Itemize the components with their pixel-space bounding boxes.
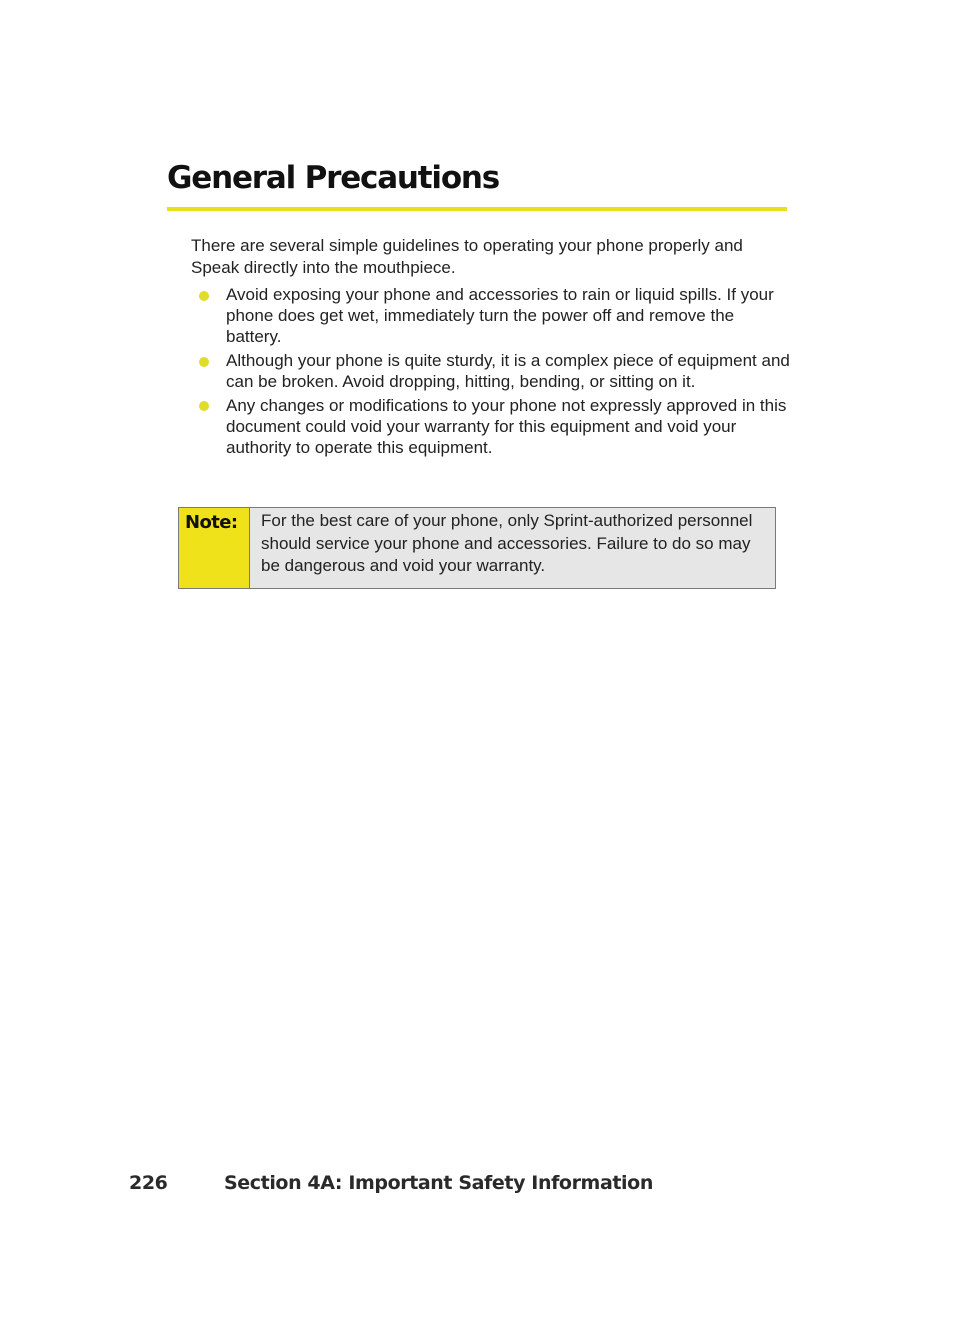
section-title: Section 4A: Important Safety Information [224, 1172, 653, 1194]
precautions-list [191, 284, 791, 461]
note-text: For the best care of your phone, only Sprint-authorized personnel should service your phone and accessories. Failure to do so may be dangerous and void your warranty. [261, 511, 753, 575]
page-footer [129, 1170, 653, 1196]
bullet-icon [199, 401, 209, 411]
bullet-icon [199, 357, 209, 367]
list-item [191, 395, 791, 459]
list-item [191, 284, 791, 348]
note-label: Note: [185, 512, 238, 533]
intro-paragraph: There are several simple guidelines to operating your phone properly and Speak directly into the mouthpiece. [191, 236, 743, 277]
page-number: 226 [129, 1172, 168, 1194]
list-item-text: Any changes or modifications to your phone not expressly approved in this document could void your warranty for this equipment and void your authority to operate this equipment. [226, 395, 787, 458]
title-underline [167, 207, 787, 211]
list-item-text: Although your phone is quite sturdy, it is a complex piece of equipment and can be broken. Avoid dropping, hitting, bending, or sitting on it. [226, 351, 790, 392]
bullet-icon [199, 291, 209, 301]
page-title: General Precautions [167, 160, 500, 196]
list-item [191, 350, 791, 392]
note-box [178, 507, 776, 589]
list-item-text: Avoid exposing your phone and accessories to rain or liquid spills. If your phone does get wet, immediately turn the power off and remove the battery. [226, 285, 774, 347]
note-label-cell [179, 508, 250, 588]
